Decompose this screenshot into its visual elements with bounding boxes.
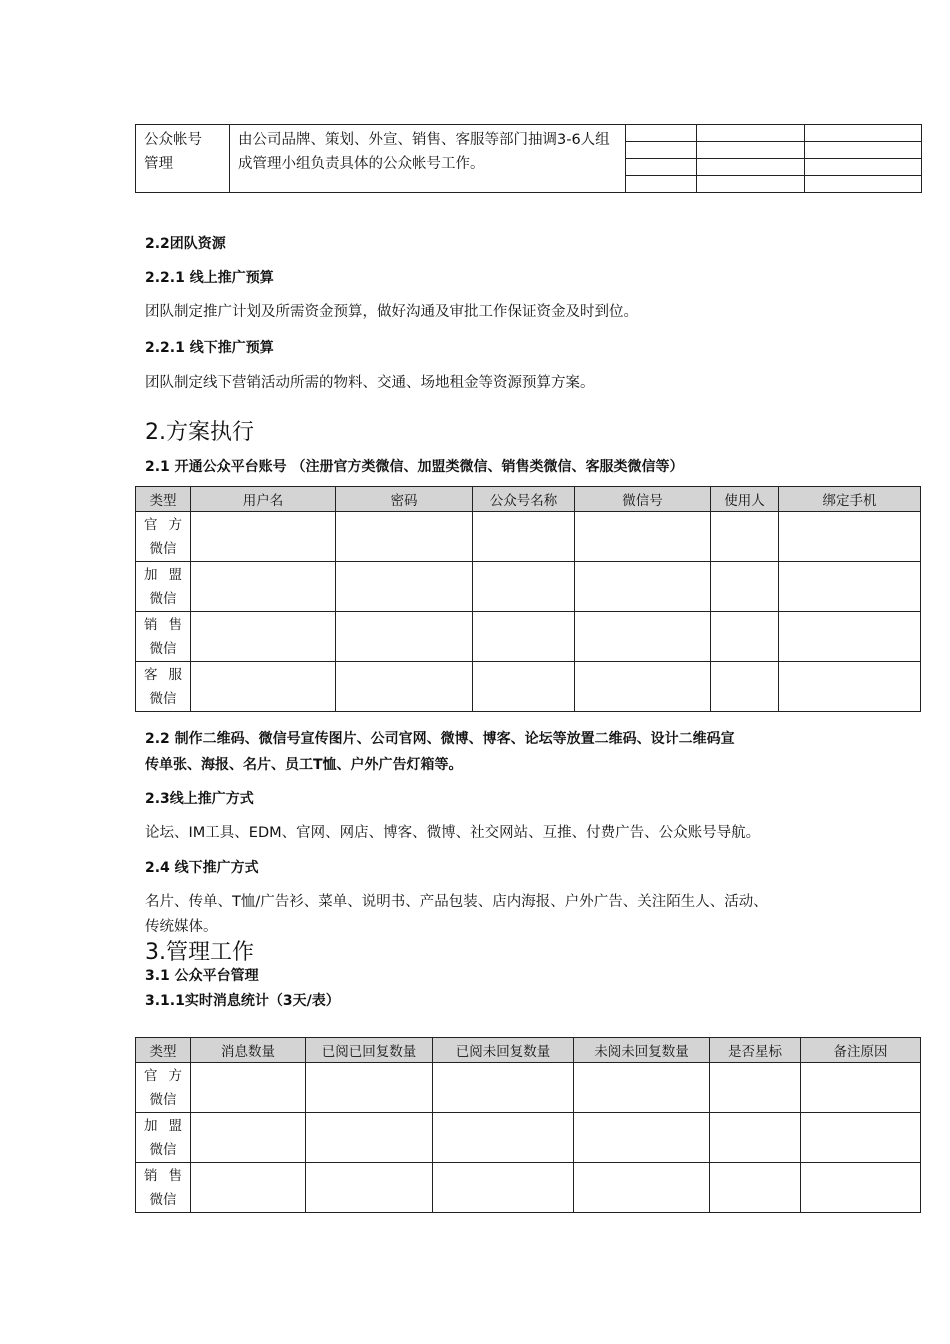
type-line-2: 微信 xyxy=(149,640,177,657)
type-char: 方 xyxy=(168,1067,182,1084)
table-header-row xyxy=(136,1038,921,1063)
message-stats-table xyxy=(135,1037,921,1213)
empty-cell xyxy=(801,1163,921,1213)
empty-cell xyxy=(433,1113,574,1163)
heading-qr-line-2: 传单张、海报、名片、员工T恤、户外广告灯箱等。 xyxy=(145,757,463,773)
empty-cell xyxy=(336,612,473,662)
empty-cell xyxy=(191,1113,306,1163)
empty-cell xyxy=(473,512,575,562)
empty-cell xyxy=(710,1163,801,1213)
empty-cell xyxy=(697,159,805,176)
empty-cell xyxy=(473,562,575,612)
header-cell: 绑定手机 xyxy=(779,487,921,512)
type-char: 加 xyxy=(144,566,158,583)
empty-cell xyxy=(191,1163,306,1213)
empty-cell xyxy=(575,662,711,712)
empty-cell xyxy=(710,1063,801,1113)
heading-message-stats: 3.1.1实时消息统计（3天/表） xyxy=(145,993,340,1009)
empty-cell xyxy=(433,1163,574,1213)
table-row xyxy=(136,662,921,712)
empty-cell xyxy=(336,512,473,562)
heading-online-promotion: 2.3线上推广方式 xyxy=(145,791,254,807)
type-cell xyxy=(136,562,191,612)
type-cell xyxy=(136,662,191,712)
header-cell: 公众号名称 xyxy=(473,487,575,512)
empty-cell xyxy=(473,662,575,712)
type-line-2: 微信 xyxy=(149,590,177,607)
header-cell: 类型 xyxy=(136,487,191,512)
type-char: 盟 xyxy=(168,1117,182,1134)
header-cell: 微信号 xyxy=(575,487,711,512)
empty-cell xyxy=(805,176,922,193)
type-line-2: 微信 xyxy=(149,1091,177,1108)
empty-cell xyxy=(805,142,922,159)
empty-cell xyxy=(306,1113,433,1163)
type-line-2: 微信 xyxy=(149,690,177,707)
type-char: 销 xyxy=(144,616,158,633)
empty-cell xyxy=(574,1063,710,1113)
table-row xyxy=(136,1163,921,1213)
table-row xyxy=(136,1113,921,1163)
label-line-1: 公众帐号 xyxy=(144,132,202,148)
type-cell xyxy=(136,1113,191,1163)
empty-cell xyxy=(575,562,711,612)
type-char: 销 xyxy=(144,1167,158,1184)
empty-cell xyxy=(574,1113,710,1163)
type-char: 盟 xyxy=(168,566,182,583)
empty-cell xyxy=(191,662,336,712)
text-online-promotion: 论坛、IM工具、EDM、官网、网店、博客、微博、社交网站、互推、付费广告、公众账号导航。 xyxy=(145,825,761,841)
empty-cell xyxy=(710,1113,801,1163)
header-cell: 使用人 xyxy=(711,487,779,512)
empty-cell xyxy=(306,1163,433,1213)
type-char: 官 xyxy=(144,516,158,533)
empty-cell xyxy=(805,125,922,142)
empty-cell xyxy=(626,159,697,176)
section-title-management: 3.管理工作 xyxy=(145,940,254,965)
text-offline-promotion-1: 名片、传单、T恤/广告衫、菜单、说明书、产品包装、店内海报、户外广告、关注陌生人、活动、 xyxy=(145,894,768,910)
header-cell: 未阅未回复数量 xyxy=(574,1038,710,1063)
table-row xyxy=(136,512,921,562)
header-cell: 已阅已回复数量 xyxy=(306,1038,433,1063)
empty-cell xyxy=(801,1063,921,1113)
empty-cell xyxy=(433,1063,574,1113)
section-title-plan-execution: 2.方案执行 xyxy=(145,420,254,445)
empty-cell xyxy=(575,612,711,662)
header-cell: 用户名 xyxy=(191,487,336,512)
header-cell: 密码 xyxy=(336,487,473,512)
empty-cell xyxy=(779,612,921,662)
table-row xyxy=(136,562,921,612)
header-cell: 消息数量 xyxy=(191,1038,306,1063)
empty-cell xyxy=(626,142,697,159)
text-online-budget: 团队制定推广计划及所需资金预算，做好沟通及审批工作保证资金及时到位。 xyxy=(145,304,638,320)
empty-cell xyxy=(801,1113,921,1163)
type-cell xyxy=(136,612,191,662)
type-char: 客 xyxy=(144,666,158,683)
type-line-2: 微信 xyxy=(149,1141,177,1158)
heading-offline-budget: 2.2.1 线下推广预算 xyxy=(145,340,274,356)
empty-cell xyxy=(697,125,805,142)
text-offline-budget: 团队制定线下营销活动所需的物料、交通、场地租金等资源预算方案。 xyxy=(145,375,595,391)
empty-cell xyxy=(336,562,473,612)
type-cell xyxy=(136,1063,191,1113)
heading-offline-promotion: 2.4 线下推广方式 xyxy=(145,860,259,876)
table-row xyxy=(136,1063,921,1113)
heading-qr-line-1: 2.2 制作二维码、微信号宣传图片、公司官网、微博、博客、论坛等放置二维码、设计二维码宣 xyxy=(145,731,735,747)
empty-cell xyxy=(711,562,779,612)
type-char: 售 xyxy=(168,616,182,633)
heading-online-budget: 2.2.1 线上推广预算 xyxy=(145,270,274,286)
header-cell: 已阅未回复数量 xyxy=(433,1038,574,1063)
type-char: 服 xyxy=(168,666,182,683)
text-offline-promotion-2: 传统媒体。 xyxy=(145,919,218,935)
empty-cell xyxy=(575,512,711,562)
description-cell: 由公司品牌、策划、外宣、销售、客服等部门抽调3-6人组成管理小组负责具体的公众帐号工作。 xyxy=(230,125,626,193)
table-header-row xyxy=(136,487,921,512)
header-cell: 是否星标 xyxy=(710,1038,801,1063)
type-line-2: 微信 xyxy=(149,540,177,557)
account-table xyxy=(135,486,921,712)
empty-cell xyxy=(191,1063,306,1113)
empty-cell xyxy=(191,562,336,612)
heading-platform-management: 3.1 公众平台管理 xyxy=(145,968,259,984)
type-char: 售 xyxy=(168,1167,182,1184)
empty-cell xyxy=(805,159,922,176)
type-char: 加 xyxy=(144,1117,158,1134)
empty-cell xyxy=(711,512,779,562)
heading-open-accounts: 2.1 开通公众平台账号 （注册官方类微信、加盟类微信、销售类微信、客服类微信等） xyxy=(145,459,684,475)
public-account-label-cell xyxy=(136,125,230,193)
header-cell: 类型 xyxy=(136,1038,191,1063)
type-cell xyxy=(136,512,191,562)
type-char: 方 xyxy=(168,516,182,533)
empty-cell xyxy=(626,125,697,142)
table-row xyxy=(136,612,921,662)
management-group-table xyxy=(135,124,922,193)
empty-cell xyxy=(306,1063,433,1113)
heading-team-resources: 2.2团队资源 xyxy=(145,236,226,252)
empty-cell xyxy=(191,612,336,662)
empty-cell xyxy=(711,612,779,662)
empty-cell xyxy=(697,176,805,193)
empty-cell xyxy=(779,562,921,612)
type-cell xyxy=(136,1163,191,1213)
empty-cell xyxy=(574,1163,710,1213)
header-cell: 备注原因 xyxy=(801,1038,921,1063)
empty-cell xyxy=(473,612,575,662)
type-char: 官 xyxy=(144,1067,158,1084)
empty-cell xyxy=(697,142,805,159)
empty-cell xyxy=(711,662,779,712)
empty-cell xyxy=(191,512,336,562)
empty-cell xyxy=(336,662,473,712)
empty-cell xyxy=(626,176,697,193)
empty-cell xyxy=(779,662,921,712)
label-line-2: 管理 xyxy=(144,156,173,172)
type-line-2: 微信 xyxy=(149,1191,177,1208)
empty-cell xyxy=(779,512,921,562)
